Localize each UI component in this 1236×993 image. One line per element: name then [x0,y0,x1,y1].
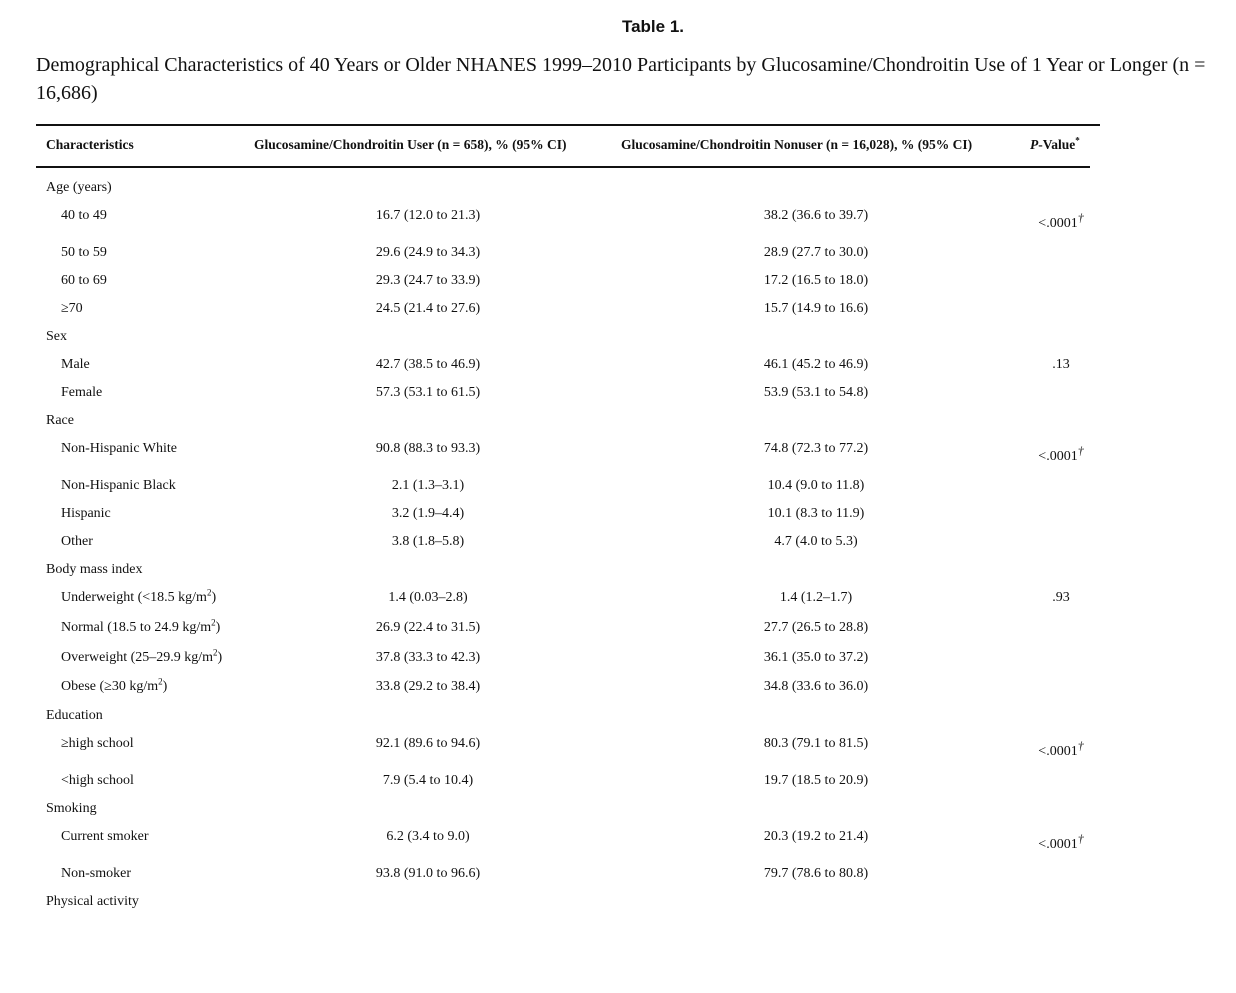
row-label [61,829,148,845]
p-value-cell [1021,210,1101,232]
row-label-superscript: 2 [213,647,218,658]
row-label-text: Physical activity [46,894,139,909]
row-label-text: Education [46,708,103,723]
row-label-text: Smoking [46,801,97,816]
row-label [61,773,134,789]
p-value-text: <.0001 [1038,449,1078,464]
header-pvalue-italic: P [1030,137,1039,152]
row-label-text: Race [46,413,74,428]
row-label-text: Current smoker [61,829,149,844]
category-row [36,801,1100,821]
p-value-cell [1021,357,1101,373]
table-top-rule [36,124,1100,126]
p-value-text: .13 [1052,357,1070,372]
header-user: Glucosamine/Chondroitin User (n = 658), % (95% CI) [254,137,567,152]
table-row [36,617,1100,640]
category-label [46,894,139,910]
row-label-text: Obese (≥30 kg/m [61,679,159,694]
nonuser-value-cell: 17.2 (16.5 to 18.0) [763,273,869,288]
header-nonuser: Glucosamine/Chondroitin Nonuser (n = 16,028), % (95% CI) [621,137,973,152]
p-value-footnote-mark: † [1077,738,1084,753]
row-label-text: Non-Hispanic Black [61,478,176,493]
nonuser-value-cell: 10.1 (8.3 to 11.9) [767,506,865,521]
category-row [36,329,1100,349]
nonuser-value-cell: 34.8 (33.6 to 36.0) [763,679,869,694]
table-row [36,866,1100,886]
row-label [61,441,177,457]
row-label-text: Sex [46,329,67,344]
category-label [46,329,67,345]
table-row [36,245,1100,265]
nonuser-value-cell: 10.4 (9.0 to 11.8) [767,478,865,493]
user-value-cell: 29.3 (24.7 to 33.9) [375,273,481,288]
nonuser-value-cell: 38.2 (36.6 to 39.7) [763,208,869,223]
nonuser-value-cell: 19.7 (18.5 to 20.9) [763,773,869,788]
category-row [36,708,1100,728]
nonuser-value-cell: 20.3 (19.2 to 21.4) [763,829,869,844]
p-value-cell [1021,738,1101,760]
nonuser-value-cell: 4.7 (4.0 to 5.3) [774,534,858,549]
p-value-footnote-mark: † [1077,443,1084,458]
row-label-text: Normal (18.5 to 24.9 kg/m [61,620,212,635]
user-value-cell: 24.5 (21.4 to 27.6) [375,301,481,316]
p-value-footnote-mark: † [1077,210,1084,225]
p-value-text: <.0001 [1038,216,1078,231]
user-value-cell: 7.9 (5.4 to 10.4) [382,773,474,788]
p-value-cell [1021,590,1101,606]
nonuser-value-cell: 53.9 (53.1 to 54.8) [763,385,869,400]
category-row [36,413,1100,433]
header-pvalue-rest: -Value [1038,137,1076,152]
row-label-text: ≥high school [61,736,134,751]
nonuser-value-cell: 1.4 (1.2–1.7) [779,590,853,605]
row-label [61,478,176,494]
p-value-text: <.0001 [1038,744,1078,759]
user-value-cell: 3.2 (1.9–4.4) [391,506,465,521]
row-label [61,357,90,373]
table-row [36,829,1100,852]
category-label [46,801,97,817]
header-characteristics: Characteristics [46,137,134,152]
nonuser-value-cell: 15.7 (14.9 to 16.6) [763,301,869,316]
table-row [36,736,1100,759]
user-value-cell: 90.8 (88.3 to 93.3) [375,441,481,456]
table-row [36,357,1100,377]
table-row [36,441,1100,464]
row-label-end: ) [215,620,221,635]
row-label [61,866,131,882]
row-label [61,245,107,261]
row-label [61,647,223,666]
header-pvalue-footnote-mark: * [1075,135,1080,146]
table-row [36,385,1100,405]
row-label-end: ) [211,590,217,605]
row-label-superscript: 2 [206,587,212,598]
user-value-cell: 57.3 (53.1 to 61.5) [375,385,481,400]
category-row [36,894,1100,914]
row-label-text: Age (years) [46,180,112,195]
user-value-cell: 16.7 (12.0 to 21.3) [375,208,481,223]
p-value-text: .93 [1052,590,1070,605]
user-value-cell: 29.6 (24.9 to 34.3) [375,245,481,260]
row-label-text: Non-Hispanic White [61,441,177,456]
row-label [61,736,134,752]
row-label [61,301,83,317]
p-value-cell [1021,831,1101,853]
user-value-cell: 37.8 (33.3 to 42.3) [375,650,481,665]
row-label [61,385,102,401]
header-pvalue [1030,137,1080,153]
nonuser-value-cell: 36.1 (35.0 to 37.2) [763,650,869,665]
row-label-text: Other [61,534,93,549]
table-row [36,478,1100,498]
user-value-cell: 6.2 (3.4 to 9.0) [386,829,470,844]
user-value-cell: 1.4 (0.03–2.8) [388,590,468,605]
row-label-text: Non-smoker [61,866,131,881]
p-value-footnote-mark: † [1077,831,1084,846]
user-value-cell: 33.8 (29.2 to 38.4) [375,679,481,694]
table-caption: Demographical Characteristics of 40 Years or Older NHANES 1999–2010 Participants by Glucosamine/Chondroitin Use of 1 Year or Longer (n = 16,686) [36,54,1206,104]
table-header-rule [36,166,1090,168]
p-value-text: <.0001 [1038,837,1078,852]
table-row [36,647,1100,670]
row-label-text: ≥70 [61,301,83,316]
category-label [46,708,103,724]
row-label [61,506,111,522]
row-label-superscript: 2 [158,676,163,687]
category-row [36,562,1100,582]
row-label-text: Hispanic [61,506,111,521]
row-label-text: 50 to 59 [61,245,107,260]
user-value-cell: 42.7 (38.5 to 46.9) [375,357,481,372]
nonuser-value-cell: 28.9 (27.7 to 30.0) [763,245,869,260]
user-value-cell: 2.1 (1.3–3.1) [391,478,465,493]
table-row [36,506,1100,526]
row-label-text: Body mass index [46,562,143,577]
category-label [46,413,74,429]
row-label [61,617,221,636]
row-label-text: Underweight (<18.5 kg/m [61,590,207,605]
row-label [61,534,93,550]
nonuser-value-cell: 74.8 (72.3 to 77.2) [763,441,869,456]
row-label [61,208,107,224]
table-label: Table 1. [621,17,685,36]
row-label-text: 40 to 49 [61,208,107,223]
table-row [36,587,1100,610]
user-value-cell: 26.9 (22.4 to 31.5) [375,620,481,635]
row-label-text: <high school [61,773,134,788]
row-label-text: Male [61,357,90,372]
table-header-row [36,137,1100,157]
nonuser-value-cell: 46.1 (45.2 to 46.9) [763,357,869,372]
row-label [61,676,168,695]
row-label-text: 60 to 69 [61,273,107,288]
category-label [46,562,142,578]
table-row [36,208,1100,231]
category-label [46,180,112,196]
p-value-cell [1021,443,1101,465]
row-label-superscript: 2 [211,617,216,628]
table-row [36,773,1100,793]
row-label [61,273,107,289]
user-value-cell: 92.1 (89.6 to 94.6) [375,736,481,751]
row-label [61,587,217,606]
user-value-cell: 93.8 (91.0 to 96.6) [375,866,481,881]
table-row [36,301,1100,321]
table-row [36,273,1100,293]
category-row [36,180,1100,200]
user-value-cell: 3.8 (1.8–5.8) [391,534,465,549]
row-label-end: ) [217,650,223,665]
row-label-text: Female [61,385,103,400]
row-label-text: Overweight (25–29.9 kg/m [61,650,214,665]
row-label-end: ) [162,679,168,694]
nonuser-value-cell: 79.7 (78.6 to 80.8) [763,866,869,881]
table-row [36,676,1100,699]
nonuser-value-cell: 80.3 (79.1 to 81.5) [763,736,869,751]
table-row [36,534,1100,554]
nonuser-value-cell: 27.7 (26.5 to 28.8) [763,620,869,635]
